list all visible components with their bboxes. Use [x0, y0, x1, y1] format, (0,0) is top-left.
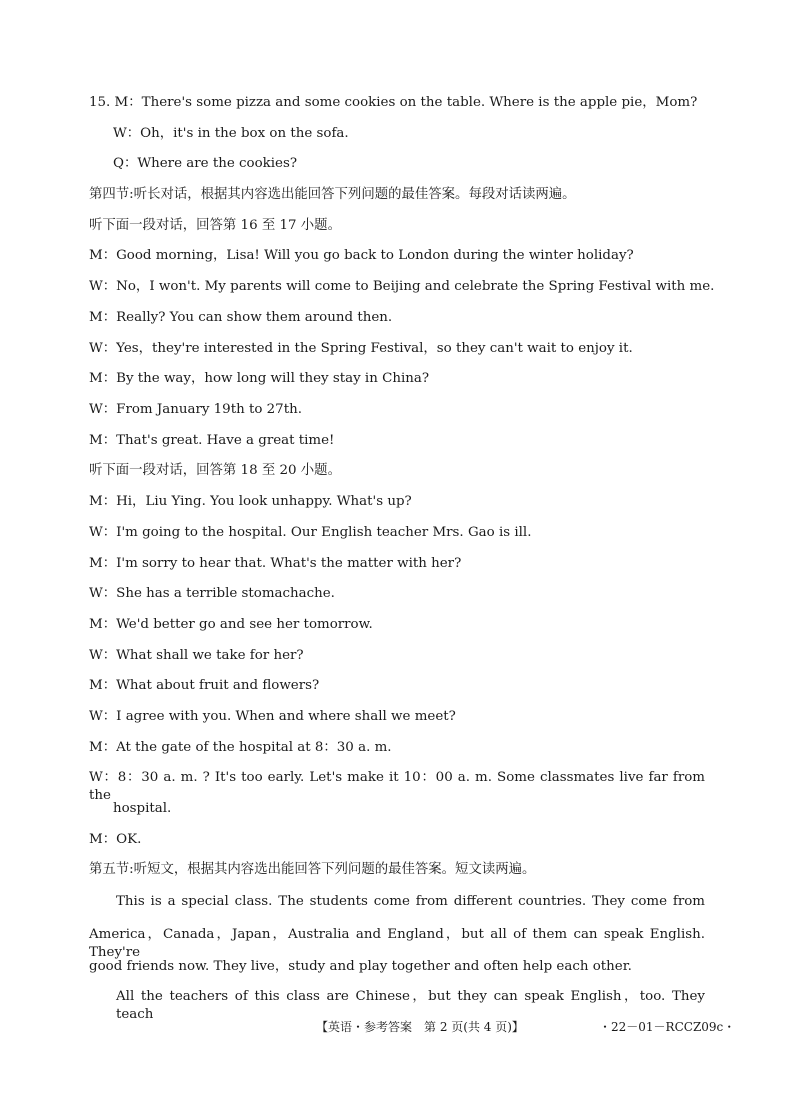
dialogue-line: M：Really? You can show them around then.	[89, 310, 393, 325]
passage-line: This is a special class. The students come from different countries. They come from	[116, 894, 705, 909]
section-heading: 第五节:听短文，根据其内容选出能回答下列问题的最佳答案。短文读两遍。	[89, 862, 536, 877]
dialogue-line: W：Oh，it's in the box on the sofa.	[113, 126, 349, 141]
dialogue-line: W：No，I won't. My parents will come to Beijing and celebrate the Spring Festival with me.	[89, 279, 715, 294]
dialogue-line: M：OK.	[89, 832, 142, 847]
dialogue-line: M：That's great. Have a great time!	[89, 433, 335, 448]
footer-page-info: 【英语・参考答案 第 2 页(共 4 页)】	[316, 1020, 524, 1034]
dialogue-line: W：Yes，they're interested in the Spring Festival，so they can't wait to enjoy it.	[89, 341, 633, 356]
passage-line: good friends now. They live，study and play together and often help each other.	[89, 959, 632, 974]
footer-code: ・22－01－RCCZ09c・	[599, 1020, 736, 1034]
dialogue-line: W：From January 19th to 27th.	[89, 402, 302, 417]
dialogue-line: M：We'd better go and see her tomorrow.	[89, 617, 373, 632]
instruction-line: 听下面一段对话，回答第 18 至 20 小题。	[89, 463, 341, 478]
dialogue-line: M：Good morning，Lisa! Will you go back to London during the winter holiday?	[89, 248, 634, 263]
dialogue-line: W：8：30 a. m. ? It's too early. Let's make it 10：00 a. m. Some classmates live far from the	[89, 770, 705, 803]
dialogue-line: M：I'm sorry to hear that. What's the matter with her?	[89, 556, 462, 571]
instruction-line: 听下面一段对话，回答第 16 至 17 小题。	[89, 218, 341, 233]
passage-line: America，Canada，Japan，Australia and England，but all of them can speak English. They're	[89, 927, 705, 960]
dialogue-line: 15. M：There's some pizza and some cookies on the table. Where is the apple pie，Mom?	[89, 95, 698, 110]
dialogue-line: W：I agree with you. When and where shall we meet?	[89, 709, 456, 724]
dialogue-line: M：Hi，Liu Ying. You look unhappy. What's up?	[89, 494, 412, 509]
dialogue-line: M：By the way，how long will they stay in China?	[89, 371, 430, 386]
passage-line: All the teachers of this class are Chinese，but they can speak English，too. They teach	[116, 989, 705, 1022]
dialogue-line: W：I'm going to the hospital. Our English teacher Mrs. Gao is ill.	[89, 525, 532, 540]
dialogue-line: W：What shall we take for her?	[89, 648, 304, 663]
dialogue-line-continuation: hospital.	[113, 801, 172, 816]
dialogue-question: Q：Where are the cookies?	[113, 156, 298, 171]
section-heading: 第四节:听长对话，根据其内容选出能回答下列问题的最佳答案。每段对话读两遍。	[89, 187, 576, 202]
dialogue-line: W：She has a terrible stomachache.	[89, 586, 335, 601]
dialogue-line: M：At the gate of the hospital at 8：30 a. m.	[89, 740, 392, 755]
dialogue-line: M：What about fruit and flowers?	[89, 678, 320, 693]
